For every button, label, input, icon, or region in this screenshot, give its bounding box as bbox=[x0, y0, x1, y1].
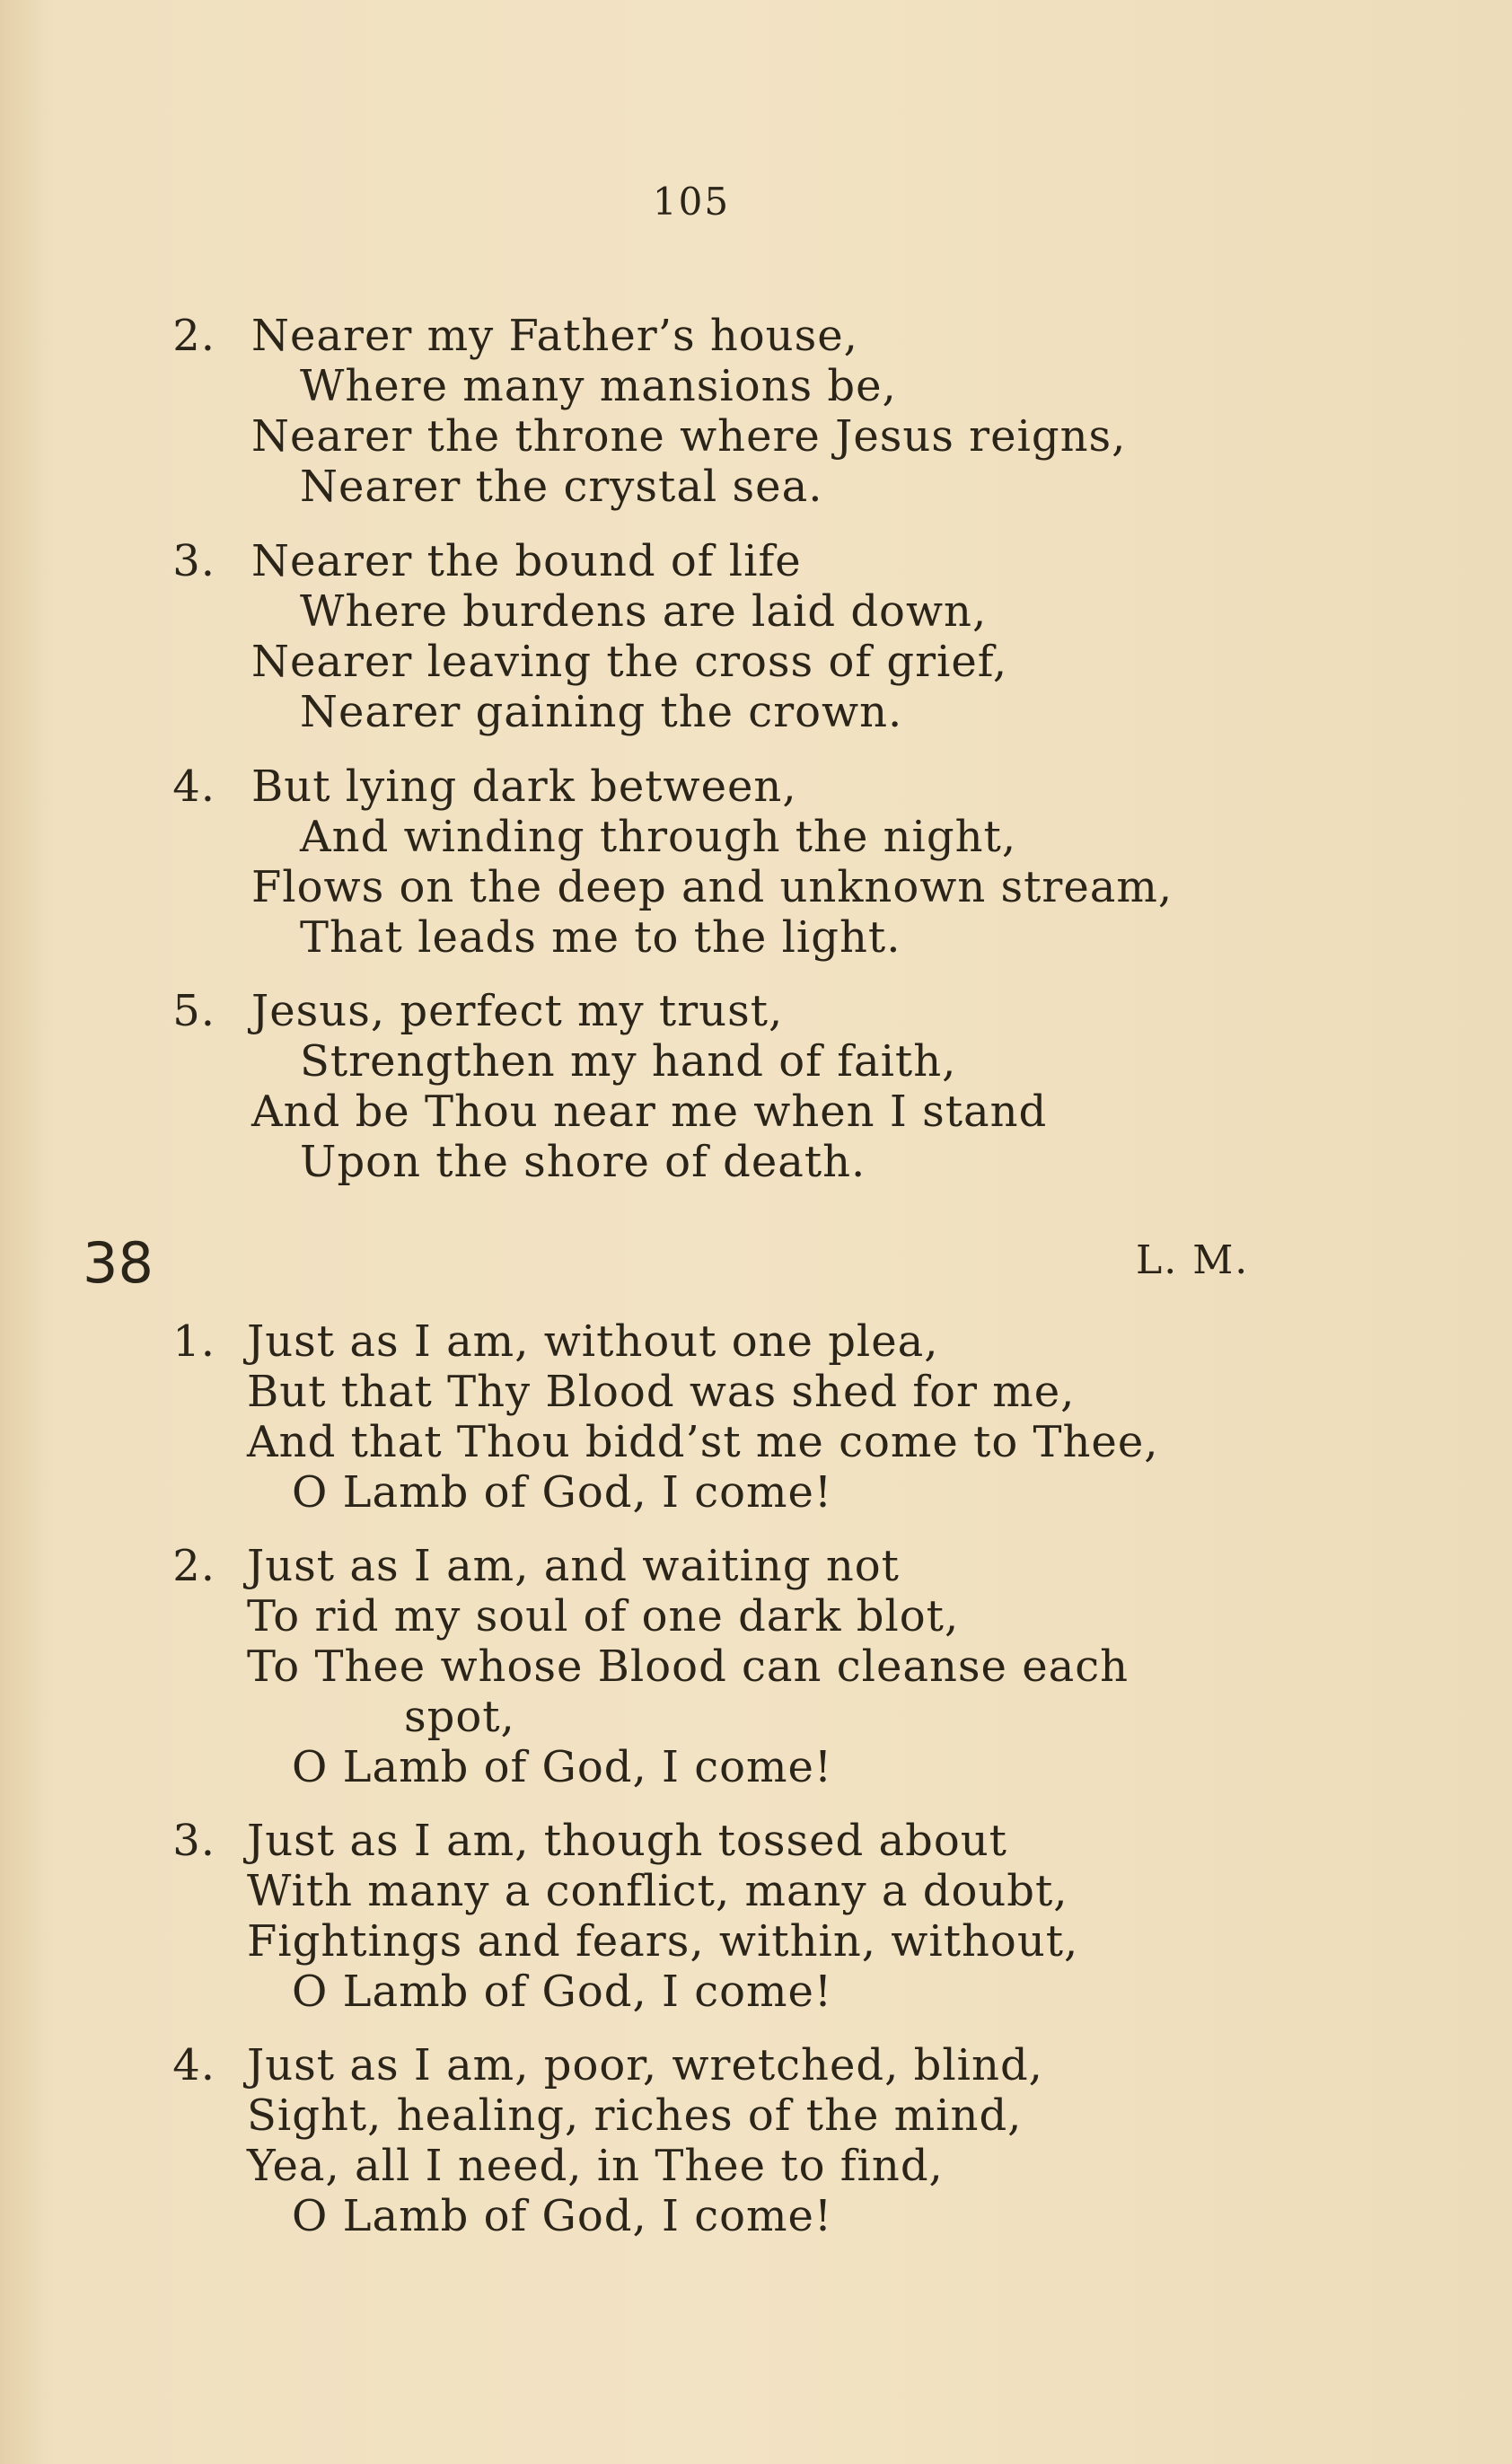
verse-line: To Thee whose Blood can cleanse each bbox=[247, 1641, 1130, 1692]
verse-line: O Lamb of God, I come! bbox=[292, 1467, 833, 1518]
verse-line: Nearer gaining the crown. bbox=[300, 687, 903, 737]
verse-line: Nearer the throne where Jesus reigns, bbox=[251, 411, 1127, 462]
verse-line: And be Thou near me when I stand bbox=[251, 1087, 1048, 1137]
verse-line: Yea, all I need, in Thee to find, bbox=[247, 2141, 944, 2191]
verse-number: 4. bbox=[172, 761, 215, 812]
verse-number: 2. bbox=[172, 1541, 215, 1591]
verse-line: Fightings and fears, within, without, bbox=[247, 1916, 1079, 1967]
verse-number: 4. bbox=[172, 2040, 215, 2090]
verse-line: With many a conflict, many a doubt, bbox=[247, 1866, 1068, 1916]
verse-number: 3. bbox=[172, 1816, 215, 1866]
verse-number: 2. bbox=[172, 311, 215, 361]
verse-line: Just as I am, without one plea, bbox=[247, 1316, 939, 1367]
verse-line: But lying dark between, bbox=[251, 761, 797, 812]
verse-line: But that Thy Blood was shed for me, bbox=[247, 1367, 1076, 1417]
verse-line: O Lamb of God, I come! bbox=[292, 1742, 833, 1792]
verse-number: 3. bbox=[172, 536, 215, 586]
verse-line: And winding through the night, bbox=[300, 812, 1017, 862]
verse-number: 1. bbox=[172, 1316, 215, 1367]
verse-line: Nearer my Father’s house, bbox=[251, 311, 858, 361]
page-number: 105 bbox=[652, 180, 731, 224]
verse-line: Where many mansions be, bbox=[300, 361, 897, 411]
verse-line: Flows on the deep and unknown stream, bbox=[251, 862, 1174, 912]
verse-line: spot, bbox=[404, 1692, 515, 1742]
verse-line: Just as I am, though tossed about bbox=[247, 1816, 1007, 1866]
verse-line: And that Thou bidd’st me come to Thee, bbox=[247, 1417, 1159, 1467]
verse-line: That leads me to the light. bbox=[300, 912, 901, 963]
verse-line: Nearer the crystal sea. bbox=[300, 462, 823, 512]
verse-line: O Lamb of God, I come! bbox=[292, 1967, 833, 2017]
verse-line: Jesus, perfect my trust, bbox=[251, 986, 784, 1036]
hymn-meter: L. M. bbox=[1136, 1237, 1250, 1283]
verse-line: O Lamb of God, I come! bbox=[292, 2191, 833, 2241]
verse-line: Nearer leaving the cross of grief, bbox=[251, 637, 1008, 687]
verse-line: Where burdens are laid down, bbox=[300, 586, 988, 637]
verse-line: Just as I am, poor, wretched, blind, bbox=[247, 2040, 1043, 2090]
verse-line: Just as I am, and waiting not bbox=[247, 1541, 900, 1591]
verse-line: To rid my soul of one dark blot, bbox=[247, 1591, 960, 1641]
verse-line: Strengthen my hand of faith, bbox=[300, 1036, 957, 1087]
verse-line: Sight, healing, riches of the mind, bbox=[247, 2090, 1023, 2141]
verse-line: Upon the shore of death. bbox=[300, 1137, 866, 1187]
verse-line: Nearer the bound of life bbox=[251, 536, 802, 586]
hymn-number: 38 bbox=[83, 1230, 154, 1296]
verse-number: 5. bbox=[172, 986, 215, 1036]
